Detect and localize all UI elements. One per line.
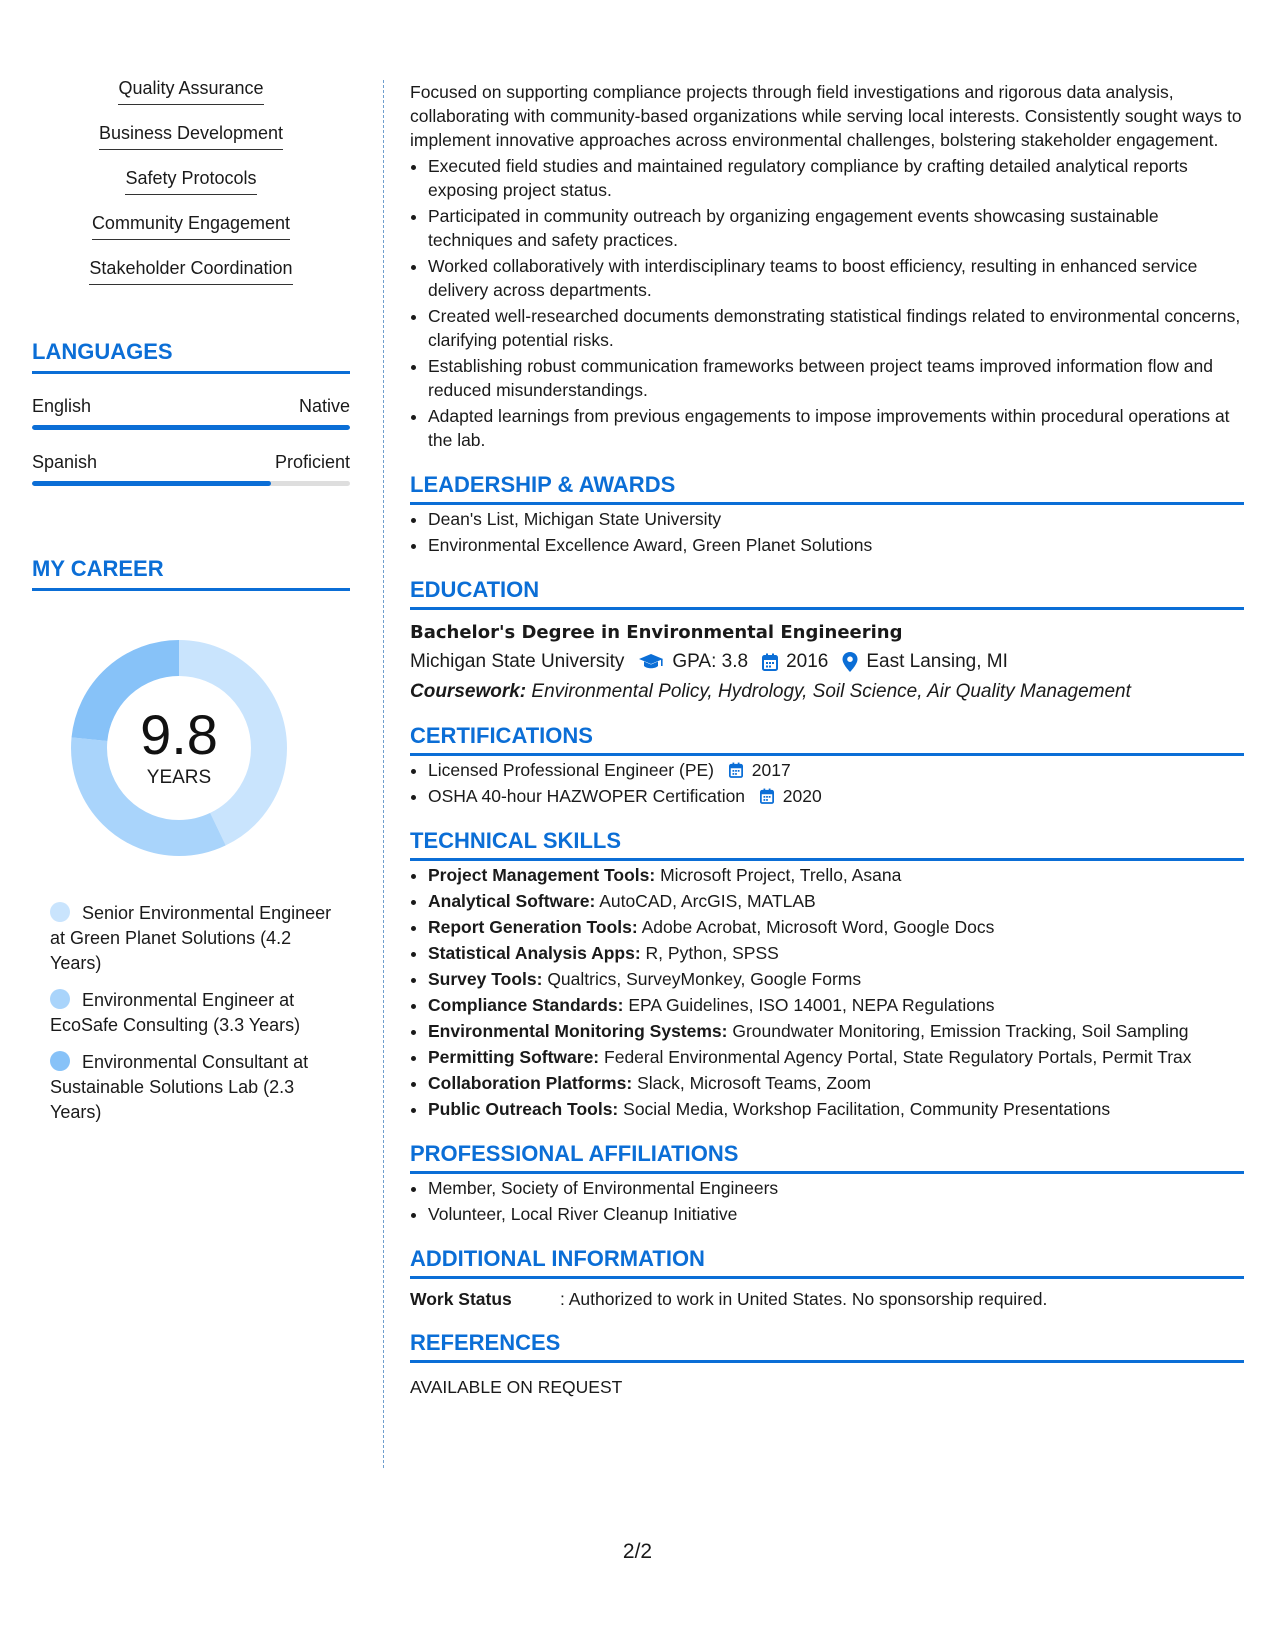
education-year: 2016	[786, 651, 829, 672]
list-item	[428, 993, 1244, 1017]
skill-label: Project Management Tools:	[428, 865, 656, 885]
skill-value: R, Python, SPSS	[645, 943, 779, 963]
work-status-label: Work Status	[410, 1289, 512, 1309]
legend-label: Environmental Engineer at EcoSafe Consulting (3.3 Years)	[50, 990, 301, 1035]
list-item: • Environmental Excellence Award, Green Planet Solutions	[428, 533, 1244, 557]
skill-value: Social Media, Workshop Facilitation, Community Presentations	[623, 1099, 1111, 1119]
skill-label: Permitting Software:	[428, 1047, 600, 1067]
column-divider	[383, 80, 384, 1468]
skill-value: Federal Environmental Agency Portal, State Regulatory Portals, Permit Trax	[604, 1047, 1192, 1067]
skill-label: Compliance Standards:	[428, 995, 624, 1015]
affiliations-title: PROFESSIONAL AFFILIATIONS	[410, 1141, 1244, 1174]
list-item: • Worked collaboratively with interdisciplinary teams to boost efficiency, resulting in enhanced service delivery across departments.	[428, 254, 1244, 302]
skill-label: Statistical Analysis Apps:	[428, 943, 641, 963]
skill-label: Public Outreach Tools:	[428, 1099, 619, 1119]
list-item: • Created well-researched documents demonstrating statistical findings related to environmental concerns, clarifying potential risks.	[428, 304, 1244, 352]
technical-skills-list	[410, 863, 1244, 1121]
skill-label: Collaboration Platforms:	[428, 1073, 633, 1093]
list-item	[428, 941, 1244, 965]
list-item	[428, 784, 1244, 808]
page-number: 2/2	[622, 1540, 653, 1563]
legend-item	[50, 901, 340, 976]
skill-item: Safety Protocols	[125, 168, 256, 195]
affiliations-list	[410, 1176, 1244, 1226]
summary-text: Focused on supporting compliance projects through field investigations and rigorous data analysis, collaborating with community-based organizations while serving local interests. Consistently sought ways to implement innovative approaches across environmental challenges, bolstering stakeholder engagement.	[410, 82, 1242, 150]
leadership-title: LEADERSHIP & AWARDS	[410, 472, 1244, 505]
language-name: English	[32, 396, 92, 416]
legend-dot	[50, 902, 70, 922]
education-degree: Bachelor's Degree in Environmental Engineering	[410, 622, 903, 643]
list-item	[428, 915, 1244, 939]
certification-year: 2017	[751, 760, 791, 780]
left-column	[32, 78, 350, 1137]
skill-value: AutoCAD, ArcGIS, MATLAB	[599, 891, 816, 911]
certification-year: 2020	[782, 786, 822, 806]
references-title: REFERENCES	[410, 1330, 1244, 1363]
career-total: 9.8	[140, 703, 218, 766]
language-bar	[32, 425, 350, 430]
skill-value: EPA Guidelines, ISO 14001, NEPA Regulations	[628, 995, 995, 1015]
education-coursework	[410, 681, 1244, 703]
work-status-value: : Authorized to work in United States. No sponsorship required.	[560, 1289, 1048, 1309]
skill-label: Environmental Monitoring Systems:	[428, 1021, 728, 1041]
list-item	[428, 863, 1244, 887]
skill-value: Groundwater Monitoring, Emission Tracking, Soil Sampling	[732, 1021, 1189, 1041]
list-item	[428, 1097, 1244, 1121]
references-text: AVAILABLE ON REQUEST	[410, 1377, 623, 1397]
right-column	[410, 80, 1244, 1398]
list-item: • Member, Society of Environmental Engineers	[428, 1176, 1244, 1200]
legend-dot	[50, 1051, 70, 1071]
language-bar-fill	[32, 425, 350, 430]
skill-item: Community Engagement	[92, 213, 290, 240]
coursework-label: Coursework:	[410, 681, 527, 702]
legend-item	[50, 988, 340, 1038]
career-title: MY CAREER	[32, 556, 350, 591]
language-bar	[32, 481, 350, 486]
list-item	[428, 1071, 1244, 1095]
skill-value: Qualtrics, SurveyMonkey, Google Forms	[547, 969, 862, 989]
list-item	[428, 758, 1244, 782]
skill-label: Report Generation Tools:	[428, 917, 638, 937]
list-item: • Establishing robust communication frameworks between project teams improved information flow and reduced misunderstandings.	[428, 354, 1244, 402]
language-name: Spanish	[32, 452, 98, 472]
legend-label: Senior Environmental Engineer at Green Planet Solutions (4.2 Years)	[50, 903, 332, 973]
calendar-icon	[762, 653, 778, 671]
education-gpa: GPA: 3.8	[672, 651, 749, 672]
list-item: • Executed field studies and maintained regulatory compliance by crafting detailed analytical reports exposing project status.	[428, 154, 1244, 202]
language-item	[32, 452, 350, 486]
list-item	[428, 967, 1244, 991]
experience-bullets	[410, 154, 1244, 452]
legend-label: Environmental Consultant at Sustainable Solutions Lab (2.3 Years)	[50, 1052, 309, 1122]
education-school: Michigan State University	[410, 651, 625, 672]
leadership-list	[410, 507, 1244, 557]
list-item	[428, 1045, 1244, 1069]
languages-title: LANGUAGES	[32, 339, 350, 374]
skill-value: Adobe Acrobat, Microsoft Word, Google Docs	[641, 917, 995, 937]
skill-value: Slack, Microsoft Teams, Zoom	[637, 1073, 872, 1093]
education-title: EDUCATION	[410, 577, 1244, 610]
skill-item: Stakeholder Coordination	[89, 258, 292, 285]
calendar-icon	[760, 788, 774, 804]
coursework-value: Environmental Policy, Hydrology, Soil Science, Air Quality Management	[531, 681, 1131, 702]
skill-item: Business Development	[99, 123, 283, 150]
additional-info-title: ADDITIONAL INFORMATION	[410, 1246, 1244, 1279]
calendar-icon	[729, 762, 743, 778]
skill-value: Microsoft Project, Trello, Asana	[660, 865, 902, 885]
career-unit: YEARS	[146, 767, 212, 788]
education-details	[410, 651, 1244, 673]
skill-item: Quality Assurance	[118, 78, 263, 105]
education-location: East Lansing, MI	[866, 651, 1008, 672]
legend-dot	[50, 989, 70, 1009]
list-item: • Volunteer, Local River Cleanup Initiative	[428, 1202, 1244, 1226]
skill-label: Survey Tools:	[428, 969, 543, 989]
skill-list	[32, 78, 350, 303]
skill-label: Analytical Software:	[428, 891, 596, 911]
language-level: Native	[298, 396, 350, 416]
language-bar-fill	[32, 481, 271, 486]
list-item	[428, 889, 1244, 913]
work-status-row	[410, 1289, 1244, 1310]
language-level: Proficient	[274, 452, 350, 472]
list-item	[428, 1019, 1244, 1043]
career-legend	[32, 901, 350, 1125]
list-item: • Adapted learnings from previous engagements to impose improvements within procedural operations at the lab.	[428, 404, 1244, 452]
certification-name: OSHA 40-hour HAZWOPER Certification	[428, 786, 746, 806]
certifications-list	[410, 758, 1244, 808]
graduation-cap-icon	[638, 653, 664, 671]
list-item: • Participated in community outreach by organizing engagement events showcasing sustainable techniques and safety practices.	[428, 204, 1244, 252]
legend-item	[50, 1050, 340, 1125]
list-item: • Dean's List, Michigan State University	[428, 507, 1244, 531]
language-item	[32, 396, 350, 430]
certification-name: Licensed Professional Engineer (PE)	[428, 760, 714, 780]
career-donut-chart	[64, 633, 294, 863]
certifications-title: CERTIFICATIONS	[410, 723, 1244, 756]
technical-skills-title: TECHNICAL SKILLS	[410, 828, 1244, 861]
map-pin-icon	[842, 652, 858, 672]
